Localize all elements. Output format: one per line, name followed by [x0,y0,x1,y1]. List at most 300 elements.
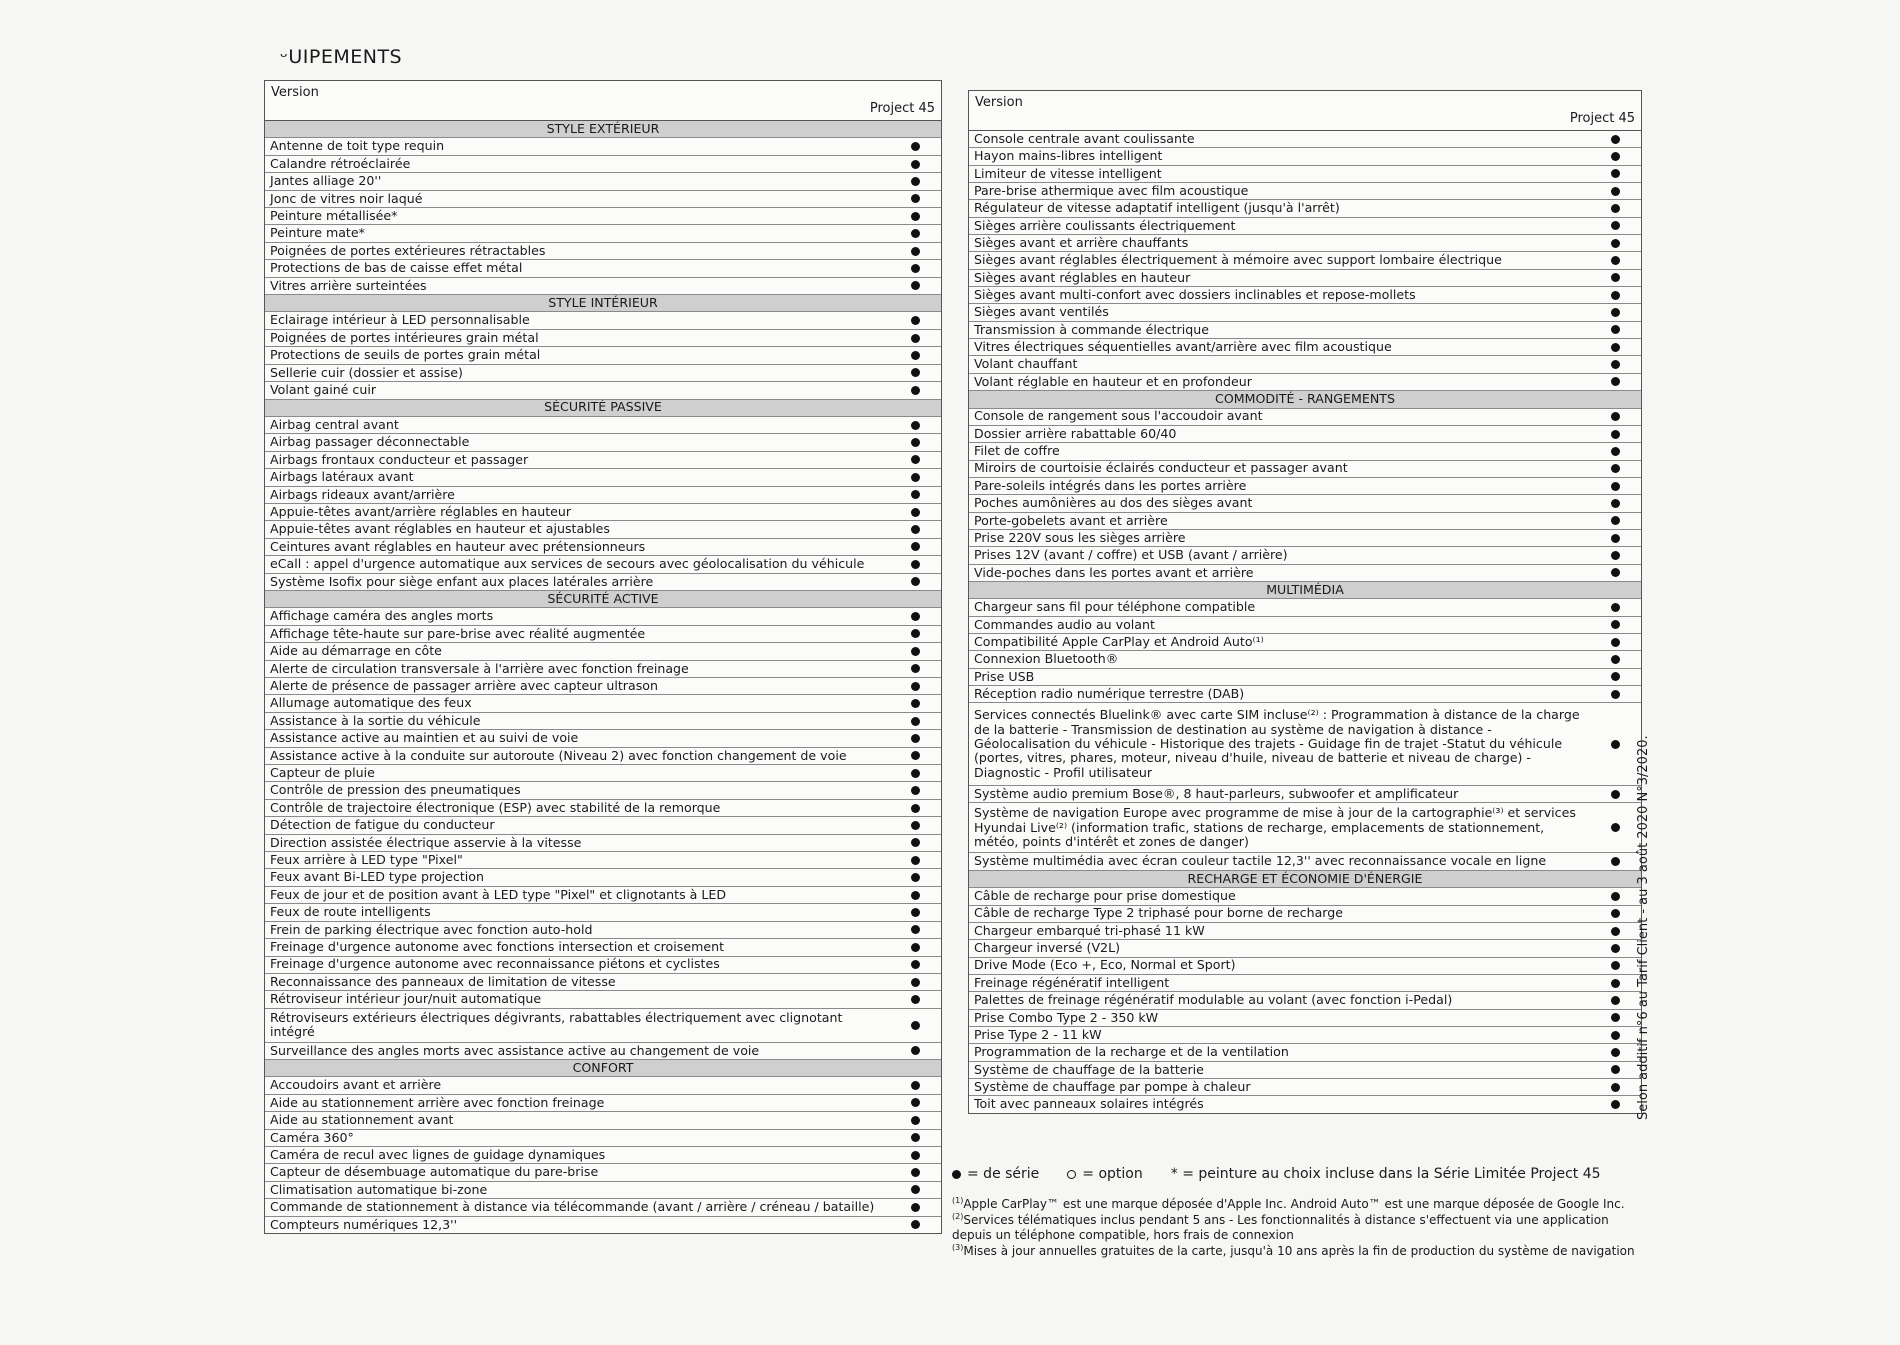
footnote [952,1196,1652,1211]
availability-cell [889,717,941,726]
equipment-label: Système de navigation Europe avec programme de mise à jour de la cartographie⁽³⁾ et services Hyundai Live⁽²⁾ (information trafic, stations de recharge, emplacements de stationnement, météo, points d'intérêt et zones de danger) [974,806,1576,850]
equipment-row [265,1077,941,1094]
availability-cell [889,804,941,813]
availability-cell [1589,377,1641,386]
footnote-mark: (3) [952,1243,964,1253]
equipment-row [969,617,1641,634]
availability-cell [889,943,941,952]
equipment-label: Freinage régénératif intelligent [974,975,1170,990]
filled-dot-icon [1611,790,1620,799]
equipment-label: Caméra de recul avec lignes de guidage dynamiques [270,1147,606,1162]
equipment-row [265,765,941,782]
availability-cell [889,978,941,987]
filled-dot-icon [911,386,920,395]
filled-dot-icon [911,560,920,569]
availability-cell [1589,961,1641,970]
filled-dot-icon [911,1081,920,1090]
equipment-row [265,974,941,991]
availability-cell [889,856,941,865]
equipment-row [265,312,941,329]
equipment-row [265,713,941,730]
equipment-label: Alerte de circulation transversale à l'arrière avec fonction freinage [270,661,689,676]
filled-dot-icon [911,525,920,534]
filled-dot-icon [911,838,920,847]
footnote-text: Apple CarPlay™ est une marque déposée d'Apple Inc. Android Auto™ est une marque déposée de Google Inc. [963,1197,1625,1211]
equipment-row [969,940,1641,957]
filled-dot-icon [911,212,920,221]
equipment-label: Vitres arrière surteintées [270,278,427,293]
availability-cell [889,1116,941,1125]
availability-cell [1589,273,1641,282]
availability-cell [889,177,941,186]
equipment-row [265,173,941,190]
availability-cell [889,1081,941,1090]
filled-dot-icon [1611,516,1620,525]
availability-cell [1589,603,1641,612]
equipment-row [969,992,1641,1009]
filled-dot-icon [1611,568,1620,577]
availability-cell [889,1098,941,1107]
availability-cell [889,612,941,621]
equipment-label: Assistance active au maintien et au suivi de voie [270,731,579,746]
equipment-row [265,191,941,208]
equipment-row [969,131,1641,148]
availability-cell [889,281,941,290]
filled-dot-icon [911,508,920,517]
equipment-label: Airbags rideaux avant/arrière [270,487,455,502]
availability-cell [1589,291,1641,300]
legend-serie [952,1166,1039,1182]
filled-dot-icon [911,960,920,969]
availability-cell [1589,620,1641,629]
availability-cell [889,1220,941,1229]
filled-dot-icon [1611,343,1620,352]
equipment-row [969,252,1641,269]
equipment-row [969,1010,1641,1027]
availability-cell [889,664,941,673]
availability-cell [1589,343,1641,352]
filled-dot-icon [1611,1048,1620,1057]
availability-cell [889,421,941,430]
filled-dot-icon [911,421,920,430]
equipment-label: Protections de seuils de portes grain métal [270,348,541,363]
availability-cell [889,960,941,969]
filled-dot-icon [1611,1065,1620,1074]
availability-cell [889,229,941,238]
filled-dot-icon [911,612,920,621]
filled-dot-icon [911,769,920,778]
equipment-label: Sièges avant et arrière chauffants [974,236,1189,250]
section-header: SÉCURITÉ PASSIVE [265,400,941,417]
filled-dot-icon [911,473,920,482]
equipment-label: Filet de coffre [974,444,1060,459]
footnote-mark: (1) [952,1196,964,1205]
equipment-label: Système audio premium Bose®, 8 haut-parleurs, subwoofer et amplificateur [974,787,1459,802]
table-header [265,81,941,121]
availability-cell [889,629,941,638]
availability-cell [889,769,941,778]
equipment-label: Compatibilité Apple CarPlay et Android Auto⁽¹⁾ [974,634,1264,649]
equipment-row [265,626,941,643]
availability-cell [1589,447,1641,456]
section-header: RECHARGE ET ÉCONOMIE D'ÉNERGIE [969,871,1641,888]
filled-dot-icon [911,891,920,900]
availability-cell [889,699,941,708]
equipment-row [265,869,941,886]
equipment-label: Prises 12V (avant / coffre) et USB (avant / arrière) [974,548,1288,563]
equipment-row [969,1027,1641,1044]
filled-dot-icon [1611,857,1620,866]
equipment-label: Commande de stationnement à distance via télécommande (avant / arrière / créneau / bataille) [270,1200,875,1215]
equipment-row [265,278,941,295]
equipment-label: Prise Combo Type 2 - 350 kW [974,1010,1159,1025]
filled-dot-icon [911,978,920,987]
equipment-row [969,443,1641,460]
availability-cell [1589,568,1641,577]
equipment-label: Compteurs numériques 12,3'' [270,1217,458,1232]
page-title: ᵕUIPEMENTS [280,46,403,68]
equipment-row [265,417,941,434]
equipment-label: Détection de fatigue du conducteur [270,818,495,833]
equipment-row [969,426,1641,443]
equipment-label: Climatisation automatique bi-zone [270,1182,488,1197]
availability-cell [1589,638,1641,647]
filled-dot-icon [911,1185,920,1194]
equipment-row [265,365,941,382]
availability-cell [1589,204,1641,213]
filled-dot-icon [1611,499,1620,508]
equipment-label: Direction assistée électrique asservie à la vitesse [270,835,582,850]
equipment-row [265,1130,941,1147]
availability-cell [1589,790,1641,799]
equipment-label: Caméra 360° [270,1130,354,1145]
filled-dot-icon [911,281,920,290]
filled-dot-icon [1611,377,1620,386]
equipment-label: Volant réglable en hauteur et en profondeur [974,374,1252,389]
availability-cell [1589,152,1641,161]
equipment-row [265,330,941,347]
equipment-row [969,888,1641,905]
availability-cell [1589,551,1641,560]
equipment-label: Système de chauffage de la batterie [974,1062,1204,1077]
equipment-row [265,487,941,504]
filled-dot-icon [1611,534,1620,543]
equipment-label: Sièges avant réglables en hauteur [974,270,1191,285]
equipment-label: Limiteur de vitesse intelligent [974,166,1162,181]
filled-dot-icon [911,455,920,464]
filled-dot-icon [911,629,920,638]
equipment-label: eCall : appel d'urgence automatique aux services de secours avec géolocalisation du véhicule [270,557,865,572]
equipment-row [265,661,941,678]
equipment-row [969,1044,1641,1061]
filled-dot-icon [911,925,920,934]
equipment-row [265,835,941,852]
equipment-label: Reconnaissance des panneaux de limitation de vitesse [270,974,616,989]
availability-cell [1589,740,1641,749]
availability-cell [889,891,941,900]
availability-cell [889,142,941,151]
equipment-row [265,574,941,591]
equipment-label: Alerte de présence de passager arrière avec capteur ultrason [270,678,658,693]
equipment-row [265,556,941,573]
availability-cell [1589,857,1641,866]
equipment-row [265,922,941,939]
equipment-label: Toit avec panneaux solaires intégrés [974,1097,1204,1112]
equipment-row [969,322,1641,339]
equipment-row [265,469,941,486]
availability-cell [1589,482,1641,491]
equipment-row [265,695,941,712]
equipment-label: Freinage d'urgence autonome avec reconnaissance piétons et cyclistes [270,957,720,972]
equipment-label: Miroirs de courtoisie éclairés conducteur et passager avant [974,461,1348,476]
equipment-label: Feux avant Bi-LED type projection [270,870,484,885]
equipment-row [969,200,1641,217]
equipment-row [265,1043,941,1060]
equipment-row [969,495,1641,512]
equipment-label: Programmation de la recharge et de la ventilation [974,1045,1289,1060]
equipment-label: Jantes alliage 20'' [270,174,382,189]
equipment-label: Système de chauffage par pompe à chaleur [974,1079,1251,1094]
availability-cell [889,490,941,499]
availability-cell [889,1168,941,1177]
filled-dot-icon [1611,169,1620,178]
equipment-label: Transmission à commande électrique [974,322,1209,337]
model-label: Project 45 [869,101,935,116]
filled-dot-icon [911,908,920,917]
availability-cell [1589,135,1641,144]
equipment-row [969,853,1641,870]
filled-dot-icon [911,699,920,708]
filled-dot-icon [911,804,920,813]
availability-cell [1589,1100,1641,1109]
equipment-row [969,235,1641,252]
availability-cell [889,438,941,447]
equipment-row [265,434,941,451]
equipment-label: Eclairage intérieur à LED personnalisable [270,313,530,328]
availability-cell [889,1151,941,1160]
availability-cell [889,473,941,482]
availability-cell [889,386,941,395]
filled-dot-icon [911,664,920,673]
model-label: Project 45 [1569,111,1635,126]
equipment-label: Prise Type 2 - 11 kW [974,1027,1102,1042]
filled-dot-icon [911,542,920,551]
availability-cell [889,577,941,586]
equipment-row [265,156,941,173]
availability-cell [889,1046,941,1055]
equipment-label: Feux de route intelligents [270,905,431,920]
equipment-label: Sièges avant réglables électriquement à mémoire avec support lombaire électrique [974,253,1502,268]
availability-cell [1589,187,1641,196]
availability-cell [1589,239,1641,248]
filled-dot-icon [911,873,920,882]
equipment-row [969,148,1641,165]
equipment-row [969,183,1641,200]
availability-cell [1589,996,1641,1005]
equipment-label: Peinture métallisée* [270,209,398,223]
equipment-label: Hayon mains-libres intelligent [974,149,1163,164]
filled-dot-icon [1611,308,1620,317]
availability-cell [1589,1013,1641,1022]
availability-cell [1589,690,1641,699]
footnote-text: Services télématiques inclus pendant 5 ans - Les fonctionnalités à distance s'effectuent via une application depuis un téléphone compatible, hors frais de connexion [952,1213,1609,1242]
availability-cell [889,264,941,273]
equipment-label: Volant chauffant [974,357,1078,372]
legend-note [1171,1166,1601,1182]
equipment-row [969,1062,1641,1079]
equipment-row [265,991,941,1008]
empty-circle-icon [1067,1170,1076,1179]
section-header: STYLE INTÉRIEUR [265,295,941,312]
equipment-label: Antenne de toit type requin [270,139,445,154]
filled-dot-icon [1611,325,1620,334]
filled-dot-icon [1611,204,1620,213]
equipment-label: Prise 220V sous les sièges arrière [974,530,1186,545]
equipment-table-left [264,80,942,1234]
equipment-label: Console centrale avant coulissante [974,131,1195,146]
equipment-row [265,1182,941,1199]
equipment-row [969,530,1641,547]
equipment-label: Freinage d'urgence autonome avec fonctions intersection et croisement [270,940,725,955]
equipment-row [265,539,941,556]
filled-dot-icon [911,368,920,377]
filled-dot-icon [1611,944,1620,953]
equipment-label: Sièges avant multi-confort avec dossiers inclinables et repose-mollets [974,288,1416,303]
availability-cell [889,247,941,256]
filled-dot-icon [1611,996,1620,1005]
equipment-row [969,409,1641,426]
availability-cell [1589,256,1641,265]
availability-cell [1589,892,1641,901]
filled-dot-icon [911,577,920,586]
equipment-row [265,748,941,765]
filled-dot-icon [911,1220,920,1229]
equipment-label: Sellerie cuir (dossier et assise) [270,365,463,380]
availability-cell [889,908,941,917]
availability-cell [889,995,941,1004]
filled-dot-icon [911,1046,920,1055]
equipment-row [969,786,1641,803]
filled-dot-icon [1611,638,1620,647]
equipment-label: Poignées de portes extérieures rétractables [270,243,546,258]
equipment-label: Protections de bas de caisse effet métal [270,261,523,276]
filled-dot-icon [911,438,920,447]
equipment-label: Accoudoirs avant et arrière [270,1078,442,1093]
equipment-row [265,1009,941,1043]
equipment-row [265,730,941,747]
equipment-label: Console de rangement sous l'accoudoir avant [974,409,1263,424]
availability-cell [1589,655,1641,664]
filled-dot-icon [911,142,920,151]
availability-cell [889,1021,941,1030]
equipment-label: Contrôle de trajectoire électronique (ESP) avec stabilité de la remorque [270,800,721,815]
equipment-row [265,225,941,242]
equipment-label: Poignées de portes intérieures grain métal [270,330,539,345]
equipment-row [265,1164,941,1181]
availability-cell [1589,979,1641,988]
filled-dot-icon [911,160,920,169]
equipment-label: Régulateur de vitesse adaptatif intelligent (jusqu'à l'arrêt) [974,201,1340,216]
equipment-row [969,166,1641,183]
availability-cell [889,925,941,934]
section-header: STYLE EXTÉRIEUR [265,121,941,138]
availability-cell [889,647,941,656]
availability-cell [1589,221,1641,230]
filled-dot-icon [911,1203,920,1212]
equipment-label: Connexion Bluetooth® [974,652,1119,667]
equipment-row [265,852,941,869]
availability-cell [1589,927,1641,936]
availability-cell [889,1203,941,1212]
equipment-label: Affichage tête-haute sur pare-brise avec réalité augmentée [270,626,646,641]
filled-dot-icon [1611,603,1620,612]
filled-dot-icon [911,682,920,691]
equipment-row [969,339,1641,356]
equipment-label: Sièges arrière coulissants électriquement [974,218,1236,233]
equipment-label: Appuie-têtes avant/arrière réglables en hauteur [270,504,572,519]
availability-cell [1589,499,1641,508]
filled-dot-icon [1611,430,1620,439]
equipment-row [969,547,1641,564]
filled-dot-icon [1611,672,1620,681]
filled-dot-icon [1611,464,1620,473]
availability-cell [1589,430,1641,439]
filled-dot-icon [1611,655,1620,664]
equipment-label: Chargeur inversé (V2L) [974,941,1120,956]
footnote [952,1212,1652,1242]
filled-dot-icon [911,717,920,726]
equipment-row [969,1096,1641,1112]
filled-dot-icon [1611,823,1620,832]
filled-dot-icon [911,194,920,203]
equipment-label: Réception radio numérique terrestre (DAB) [974,686,1245,701]
equipment-row [969,461,1641,478]
equipment-label: Airbag passager déconnectable [270,435,470,450]
filled-dot-icon [1611,892,1620,901]
equipment-row [969,923,1641,940]
equipment-row [265,504,941,521]
equipment-row [969,374,1641,391]
equipment-label: Système multimédia avec écran couleur tactile 12,3'' avec reconnaissance vocale en ligne [974,854,1547,869]
equipment-label: Rétroviseurs extérieurs électriques dégivrants, rabattables électriquement avec clignotant intégré [270,1010,843,1040]
equipment-label: Dossier arrière rabattable 60/40 [974,426,1177,441]
equipment-label: Prise USB [974,669,1035,684]
equipment-row [265,260,941,277]
equipment-label: Affichage caméra des angles morts [270,609,494,624]
legend-option-label: = option [1082,1166,1143,1182]
availability-cell [889,525,941,534]
filled-dot-icon [911,1021,920,1030]
availability-cell [889,334,941,343]
filled-dot-icon [911,1133,920,1142]
equipment-row [969,1079,1641,1096]
equipment-row [969,565,1641,582]
filled-dot-icon [1611,360,1620,369]
equipment-label: Pare-brise athermique avec film acoustique [974,183,1249,198]
availability-cell [1589,308,1641,317]
equipment-label: Câble de recharge Type 2 triphasé pour borne de recharge [974,906,1344,921]
equipment-label: Aide au stationnement avant [270,1113,454,1128]
filled-dot-icon [952,1170,961,1179]
filled-dot-icon [1611,1100,1620,1109]
availability-cell [1589,909,1641,918]
filled-dot-icon [1611,1083,1620,1092]
availability-cell [1589,1065,1641,1074]
equipment-label: Chargeur embarqué tri-phasé 11 kW [974,923,1205,938]
availability-cell [1589,412,1641,421]
availability-cell [889,682,941,691]
equipment-label: Câble de recharge pour prise domestique [974,889,1236,904]
